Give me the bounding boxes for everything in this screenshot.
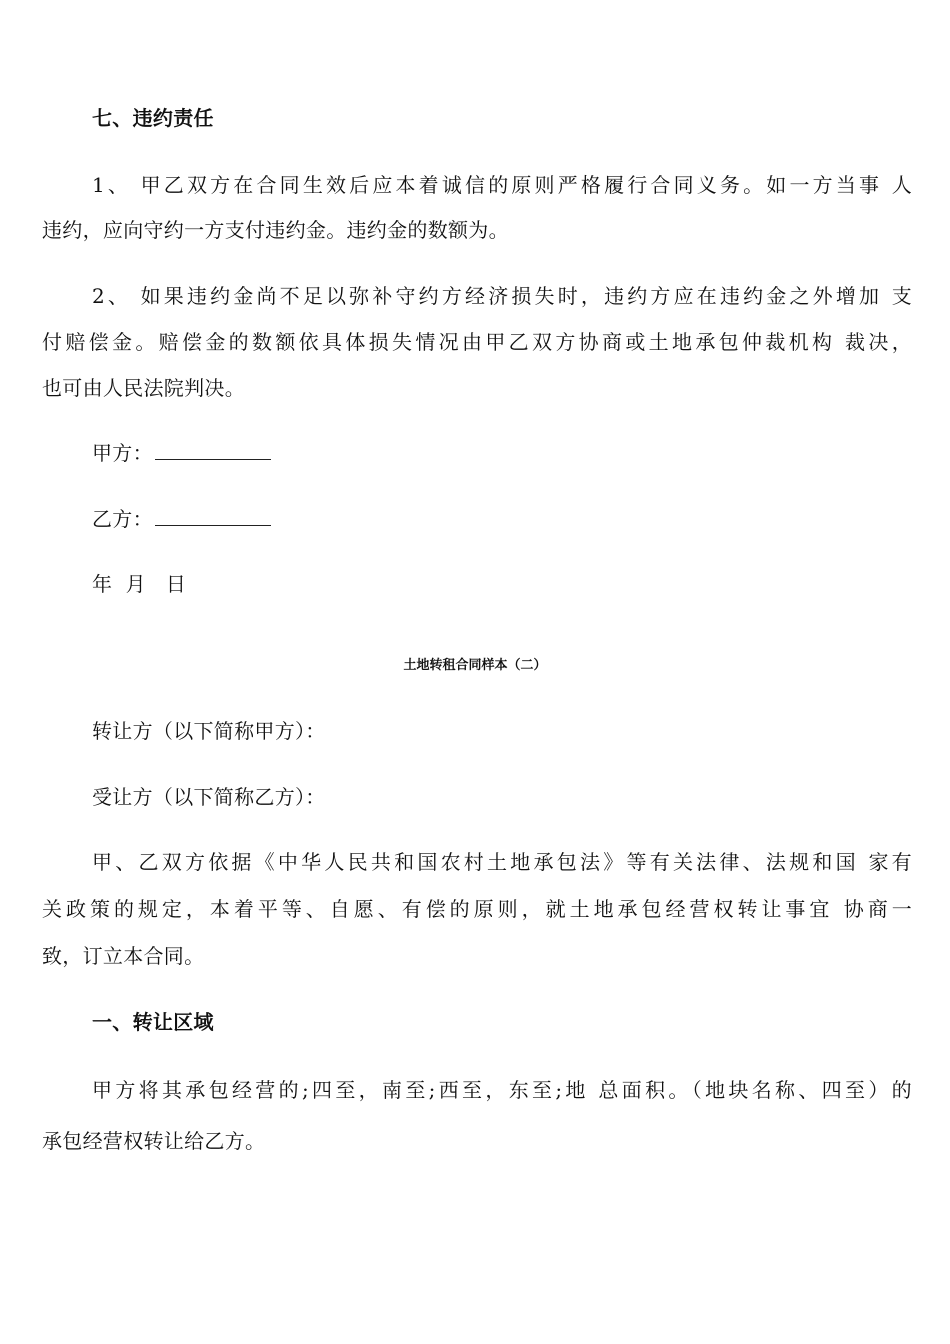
party-a-label: 甲方： [92, 441, 153, 465]
sample-2-title: 土地转租合同样本（二） [403, 658, 547, 673]
clause-2-line-1: 2、 如果违约金尚不足以弥补守约方经济损失时，违约方应在违约金之外增加 支 [92, 284, 912, 308]
preamble-line-3: 致，订立本合同。 [42, 944, 205, 968]
signature-date: 年 月 日 [92, 572, 187, 596]
preamble-line-2: 关政策的规定，本着平等、自愿、有偿的原则，就土地承包经营权转让事宜 协商一 [42, 897, 912, 921]
section-1-line-2: 承包经营权转让给乙方。 [42, 1129, 266, 1153]
section-7-heading: 七、违约责任 [92, 106, 214, 130]
clause-1-line-1: 1、 甲乙双方在合同生效后应本着诚信的原则严格履行合同义务。如一方当事 人 [92, 173, 912, 197]
party-b-signature [92, 507, 912, 531]
preamble-line-1: 甲、乙双方依据《中华人民共和国农村土地承包法》等有关法律、法规和国 家有 [92, 850, 912, 874]
section-1-heading: 一、转让区域 [92, 1010, 214, 1034]
section-1-line-1: 甲方将其承包经营的;四至，南至;西至，东至;地 总面积。（地块名称、四至）的 [92, 1078, 912, 1102]
transferee-line: 受让方（以下简称乙方）： [92, 785, 326, 809]
clause-2-line-3: 也可由人民法院判决。 [42, 376, 245, 400]
party-a-blank [155, 442, 271, 460]
transferor-line: 转让方（以下简称甲方）： [92, 719, 326, 743]
party-b-blank [155, 508, 271, 526]
clause-2-line-2: 付赔偿金。赔偿金的数额依具体损失情况由甲乙双方协商或土地承包仲裁机构 裁决， [42, 330, 912, 354]
clause-1-line-2: 违约，应向守约一方支付违约金。违约金的数额为。 [42, 218, 509, 242]
party-b-label: 乙方： [92, 507, 153, 531]
party-a-signature [92, 441, 912, 465]
